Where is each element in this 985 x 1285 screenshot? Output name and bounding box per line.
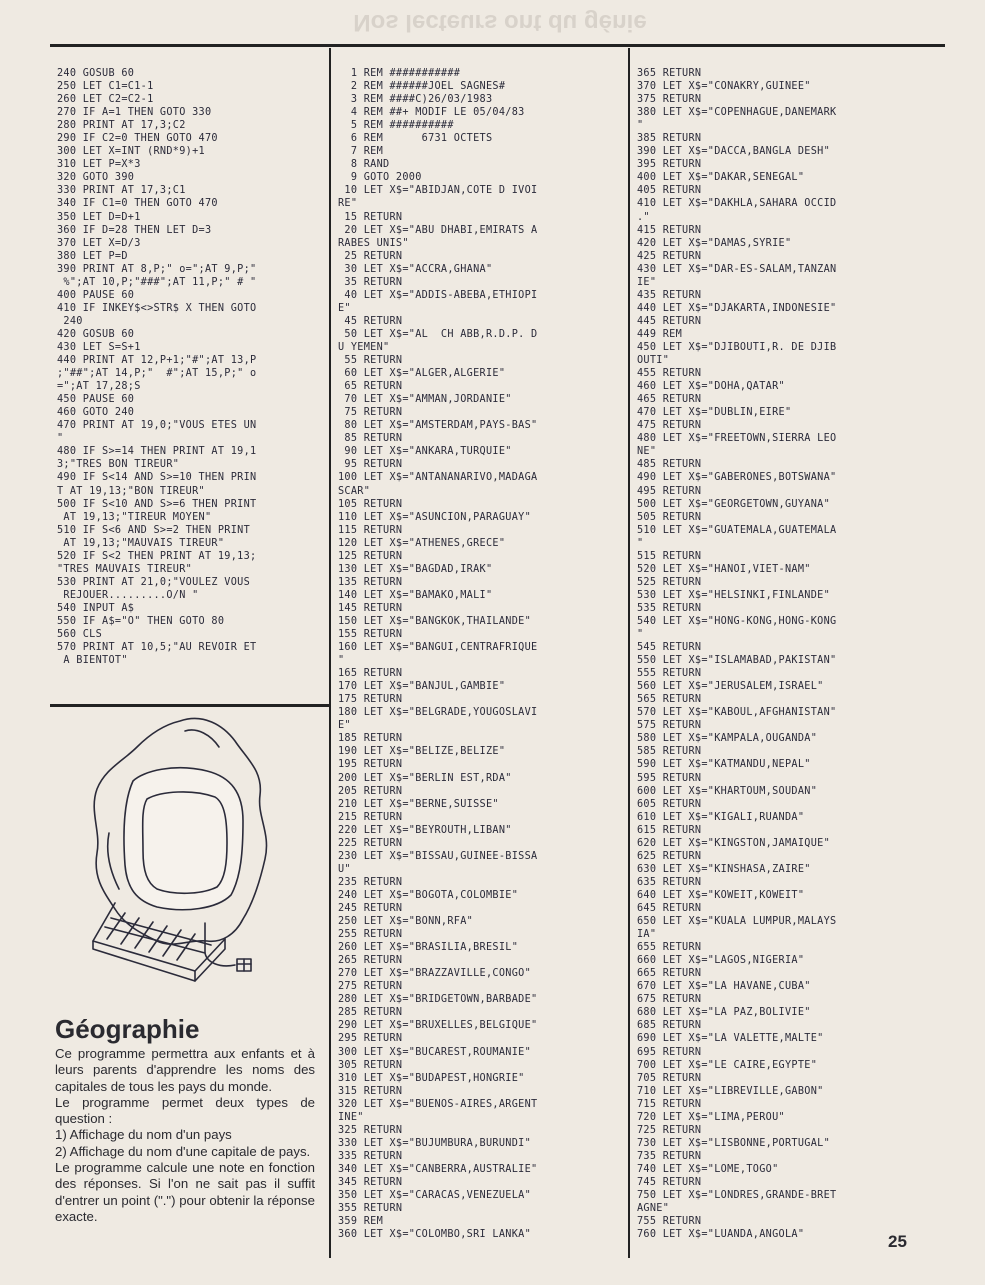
code-line: 330 PRINT AT 17,3;C1 xyxy=(57,185,186,197)
code-line: 515 RETURN xyxy=(637,550,702,562)
code-line: 195 RETURN xyxy=(338,759,403,771)
code-line: 520 LET X$="HANOI,VIET-NAM" xyxy=(637,563,811,575)
code-line: 575 RETURN xyxy=(637,720,702,732)
code-line: 460 GOTO 240 xyxy=(57,407,135,419)
code-line: 345 RETURN xyxy=(338,1176,403,1188)
code-line: " xyxy=(57,433,64,445)
code-line: 105 RETURN xyxy=(338,498,403,510)
listing-column-3 xyxy=(637,67,907,1241)
code-line: 585 RETURN xyxy=(637,746,702,758)
code-line: 275 RETURN xyxy=(338,981,403,993)
code-line: 100 LET X$="ANTANANARIVO,MADAGA xyxy=(338,472,538,484)
code-line: 2 REM ######JOEL SAGNES# xyxy=(338,81,506,93)
code-line: 670 LET X$="LA HAVANE,CUBA" xyxy=(637,981,811,993)
code-line: 450 LET X$="DJIBOUTI,R. DE DJIB xyxy=(637,341,837,353)
code-line: 615 RETURN xyxy=(637,824,702,836)
code-line: " xyxy=(338,655,345,667)
code-line: 410 IF INKEY$<>STR$ X THEN GOTO xyxy=(57,302,257,314)
listing-column-2 xyxy=(338,67,618,1241)
code-line: 430 LET S=S+1 xyxy=(57,341,141,353)
code-line: E" xyxy=(338,302,351,314)
code-line: ;"##";AT 14,P;" #";AT 15,P;" o xyxy=(57,368,257,380)
code-line: 745 RETURN xyxy=(637,1176,702,1188)
code-line: 335 RETURN xyxy=(338,1150,403,1162)
code-line: 280 LET X$="BRIDGETOWN,BARBADE" xyxy=(338,994,538,1006)
code-line: 325 RETURN xyxy=(338,1124,403,1136)
code-line: 7 REM xyxy=(338,146,384,158)
code-line: 65 RETURN xyxy=(338,381,403,393)
code-line: 170 LET X$="BANJUL,GAMBIE" xyxy=(338,681,506,693)
code-line: 660 LET X$="LAGOS,NIGERIA" xyxy=(637,955,805,967)
code-line: "TRES MAUVAIS TIREUR" xyxy=(57,563,193,575)
code-line: 360 IF D=28 THEN LET D=3 xyxy=(57,224,212,236)
code-line: 425 RETURN xyxy=(637,250,702,262)
listing-column-1 xyxy=(57,67,319,667)
code-line: =";AT 17,28;S xyxy=(57,381,141,393)
code-line: 135 RETURN xyxy=(338,576,403,588)
code-line: 1 REM ########### xyxy=(338,68,461,79)
code-line: 330 LET X$="BUJUMBURA,BURUNDI" xyxy=(338,1137,532,1149)
code-line: 340 LET X$="CANBERRA,AUSTRALIE" xyxy=(338,1163,538,1175)
article-paragraph: Ce programme permettra aux enfants et à leurs parents d'apprendre les noms des capitales de tous les pays du monde. xyxy=(55,1046,315,1094)
code-line: 45 RETURN xyxy=(338,315,403,327)
code-line: RABES UNIS" xyxy=(338,237,409,249)
code-line: 700 LET X$="LE CAIRE,EGYPTE" xyxy=(637,1059,818,1071)
code-line: 675 RETURN xyxy=(637,994,702,1006)
code-line: 440 LET X$="DJAKARTA,INDONESIE" xyxy=(637,302,837,314)
code-line: 300 LET X=INT (RND*9)+1 xyxy=(57,146,205,158)
code-line: E" xyxy=(338,720,351,732)
code-line: IA" xyxy=(637,929,657,941)
code-line: 610 LET X$="KIGALI,RUANDA" xyxy=(637,811,805,823)
code-line: 555 RETURN xyxy=(637,668,702,680)
top-rule xyxy=(50,44,945,47)
code-line: 115 RETURN xyxy=(338,524,403,536)
code-line: 560 CLS xyxy=(57,629,103,641)
code-line: 9 GOTO 2000 xyxy=(338,172,422,184)
code-line: 550 IF A$="O" THEN GOTO 80 xyxy=(57,615,225,627)
code-line: 285 RETURN xyxy=(338,1007,403,1019)
code-line: 740 LET X$="LOME,TOGO" xyxy=(637,1163,779,1175)
code-line: 380 LET X$="COPENHAGUE,DANEMARK xyxy=(637,107,837,119)
code-line: AGNE" xyxy=(637,1203,670,1215)
code-line: 665 RETURN xyxy=(637,968,702,980)
code-line: 630 LET X$="KINSHASA,ZAIRE" xyxy=(637,863,811,875)
code-line: 545 RETURN xyxy=(637,642,702,654)
code-line: 460 LET X$="DOHA,QATAR" xyxy=(637,381,785,393)
code-line: 400 PAUSE 60 xyxy=(57,289,135,301)
code-line: 30 LET X$="ACCRA,GHANA" xyxy=(338,263,493,275)
code-line: 210 LET X$="BERNE,SUISSE" xyxy=(338,798,499,810)
code-line: 565 RETURN xyxy=(637,694,702,706)
code-line: 215 RETURN xyxy=(338,811,403,823)
code-line: 525 RETURN xyxy=(637,576,702,588)
computer-illustration xyxy=(85,713,285,988)
article-body xyxy=(55,1046,315,1225)
code-line: 655 RETURN xyxy=(637,942,702,954)
code-line: U" xyxy=(338,863,351,875)
code-line: 5 REM ########## xyxy=(338,120,454,132)
code-line: 720 LET X$="LIMA,PEROU" xyxy=(637,1111,785,1123)
code-line: 350 LET X$="CARACAS,VENEZUELA" xyxy=(338,1190,532,1202)
page-header-ghost: Nos lecteurs ont du génie xyxy=(353,9,647,36)
code-line: 580 LET X$="KAMPALA,OUGANDA" xyxy=(637,733,818,745)
code-line: 470 LET X$="DUBLIN,EIRE" xyxy=(637,407,792,419)
code-line: 350 LET D=D+1 xyxy=(57,211,141,223)
code-line: 550 LET X$="ISLAMABAD,PAKISTAN" xyxy=(637,655,837,667)
code-line: 260 LET X$="BRASILIA,BRESIL" xyxy=(338,942,519,954)
code-line: 735 RETURN xyxy=(637,1150,702,1162)
code-line: SCAR" xyxy=(338,485,371,497)
code-line: 295 RETURN xyxy=(338,1033,403,1045)
code-line: 370 LET X=D/3 xyxy=(57,237,141,249)
code-line: 270 IF A=1 THEN GOTO 330 xyxy=(57,107,212,119)
code-line: 520 IF S<2 THEN PRINT AT 19,13; xyxy=(57,550,257,562)
code-line: 440 PRINT AT 12,P+1;"#";AT 13,P xyxy=(57,355,257,367)
code-line: 540 LET X$="HONG-KONG,HONG-KONG xyxy=(637,615,837,627)
code-line: 359 REM xyxy=(338,1216,384,1228)
code-line: 225 RETURN xyxy=(338,837,403,849)
code-line: 480 IF S>=14 THEN PRINT AT 19,1 xyxy=(57,446,257,458)
code-line: 360 LET X$="COLOMBO,SRI LANKA" xyxy=(338,1229,532,1241)
code-line: 70 LET X$="AMMAN,JORDANIE" xyxy=(338,394,512,406)
code-line: 405 RETURN xyxy=(637,185,702,197)
code-line: 245 RETURN xyxy=(338,903,403,914)
code-line: 150 LET X$="BANGKOK,THAILANDE" xyxy=(338,615,532,627)
code-line: 465 RETURN xyxy=(637,394,702,406)
article-paragraph: Le programme calcule une note en fonction des réponses. Si l'on ne sait pas il suffit d'entrer un point (".") pour obtenir la réponse exacte. xyxy=(55,1160,315,1224)
code-line: " xyxy=(637,629,644,641)
code-line: 340 IF C1=0 THEN GOTO 470 xyxy=(57,198,218,210)
code-line: 6 REM 6731 OCTETS xyxy=(338,133,493,145)
code-line: 15 RETURN xyxy=(338,211,403,223)
code-line: 730 LET X$="LISBONNE,PORTUGAL" xyxy=(637,1137,831,1149)
code-line: 145 RETURN xyxy=(338,602,403,614)
code-line: 635 RETURN xyxy=(637,876,702,888)
code-line: 185 RETURN xyxy=(338,733,403,745)
code-line: 650 LET X$="KUALA LUMPUR,MALAYS xyxy=(637,916,837,928)
code-line: 455 RETURN xyxy=(637,368,702,380)
code-line: 90 LET X$="ANKARA,TURQUIE" xyxy=(338,446,512,458)
code-line: 220 LET X$="BEYROUTH,LIBAN" xyxy=(338,824,512,836)
code-line: 540 INPUT A$ xyxy=(57,602,135,614)
code-line: 270 LET X$="BRAZZAVILLE,CONGO" xyxy=(338,968,532,980)
column-divider-left xyxy=(329,48,331,1258)
code-line: 530 PRINT AT 21,0;"VOULEZ VOUS xyxy=(57,576,251,588)
code-line: IE" xyxy=(637,276,657,288)
code-line: 300 LET X$="BUCAREST,ROUMANIE" xyxy=(338,1046,532,1058)
code-line: 80 LET X$="AMSTERDAM,PAYS-BAS" xyxy=(338,420,538,432)
code-line: 415 RETURN xyxy=(637,224,702,236)
code-line: 595 RETURN xyxy=(637,772,702,784)
code-line: 640 LET X$="KOWEIT,KOWEIT" xyxy=(637,889,805,901)
code-line: 40 LET X$="ADDIS-ABEBA,ETHIOPI xyxy=(338,289,538,301)
code-line: 485 RETURN xyxy=(637,459,702,471)
code-line: 3;"TRES BON TIREUR" xyxy=(57,459,180,471)
code-line: 280 PRINT AT 17,3;C2 xyxy=(57,120,186,132)
code-line: 200 LET X$="BERLIN EST,RDA" xyxy=(338,772,512,784)
article-list-item: 1) Affichage du nom d'un pays xyxy=(55,1127,232,1143)
code-line: 480 LET X$="FREETOWN,SIERRA LEO xyxy=(637,433,837,445)
code-line: 120 LET X$="ATHENES,GRECE" xyxy=(338,537,506,549)
code-line: NE" xyxy=(637,446,657,458)
code-line: REJOUER.........O/N " xyxy=(57,589,199,601)
code-line: 500 IF S<10 AND S>=6 THEN PRINT xyxy=(57,498,257,510)
code-line: 320 LET X$="BUENOS-AIRES,ARGENT xyxy=(338,1098,538,1110)
code-line: 290 LET X$="BRUXELLES,BELGIQUE" xyxy=(338,1020,538,1032)
code-line: 685 RETURN xyxy=(637,1020,702,1032)
code-line: 510 LET X$="GUATEMALA,GUATEMALA xyxy=(637,524,837,536)
code-line: 240 GOSUB 60 xyxy=(57,68,135,79)
code-line: 760 LET X$="LUANDA,ANGOLA" xyxy=(637,1229,805,1241)
code-line: 250 LET X$="BONN,RFA" xyxy=(338,916,474,928)
code-line: 240 xyxy=(57,315,83,327)
code-line: " xyxy=(637,120,644,132)
article-title: Géographie xyxy=(55,1014,200,1044)
code-line: 475 RETURN xyxy=(637,420,702,432)
code-line: T AT 19,13;"BON TIREUR" xyxy=(57,485,205,497)
code-line: 230 LET X$="BISSAU,GUINEE-BISSA xyxy=(338,850,538,862)
code-line: 449 REM xyxy=(637,328,683,340)
code-line: 570 LET X$="KABOUL,AFGHANISTAN" xyxy=(637,707,837,719)
code-line: 450 PAUSE 60 xyxy=(57,394,135,406)
code-line: 600 LET X$="KHARTOUM,SOUDAN" xyxy=(637,785,818,797)
code-line: 750 LET X$="LONDRES,GRANDE-BRET xyxy=(637,1190,837,1202)
code-line: 75 RETURN xyxy=(338,407,403,419)
column-divider-right xyxy=(628,48,630,1258)
code-line: 310 LET X$="BUDAPEST,HONGRIE" xyxy=(338,1072,525,1084)
code-line: 260 LET C2=C2-1 xyxy=(57,94,154,106)
code-line: 10 LET X$="ABIDJAN,COTE D IVOI xyxy=(338,185,538,197)
code-line: 695 RETURN xyxy=(637,1046,702,1058)
code-line: 390 LET X$="DACCA,BANGLA DESH" xyxy=(637,146,831,158)
code-line: 125 RETURN xyxy=(338,550,403,562)
code-line: 710 LET X$="LIBREVILLE,GABON" xyxy=(637,1085,824,1097)
code-line: 60 LET X$="ALGER,ALGERIE" xyxy=(338,368,506,380)
code-line: 470 PRINT AT 19,0;"VOUS ETES UN xyxy=(57,420,257,432)
code-line: 205 RETURN xyxy=(338,785,403,797)
code-line: 490 IF S<14 AND S>=10 THEN PRIN xyxy=(57,472,257,484)
code-line: 160 LET X$="BANGUI,CENTRAFRIQUE xyxy=(338,642,538,654)
code-line: OUTI" xyxy=(637,355,670,367)
code-line: 645 RETURN xyxy=(637,903,702,914)
code-line: 445 RETURN xyxy=(637,315,702,327)
code-line: 110 LET X$="ASUNCION,PARAGUAY" xyxy=(338,511,532,523)
code-line: 25 RETURN xyxy=(338,250,403,262)
code-line: 715 RETURN xyxy=(637,1098,702,1110)
code-line: %";AT 10,P;"###";AT 11,P;" # " xyxy=(57,276,257,288)
code-line: 175 RETURN xyxy=(338,694,403,706)
code-line: 140 LET X$="BAMAKO,MALI" xyxy=(338,589,493,601)
code-line: 290 IF C2=0 THEN GOTO 470 xyxy=(57,133,218,145)
code-line: 255 RETURN xyxy=(338,929,403,941)
code-line: 35 RETURN xyxy=(338,276,403,288)
code-line: 705 RETURN xyxy=(637,1072,702,1084)
code-line: 20 LET X$="ABU DHABI,EMIRATS A xyxy=(338,224,538,236)
code-line: 505 RETURN xyxy=(637,511,702,523)
code-line: 590 LET X$="KATMANDU,NEPAL" xyxy=(637,759,811,771)
code-line: 365 RETURN xyxy=(637,68,702,79)
code-line: 385 RETURN xyxy=(637,133,702,145)
code-line: 395 RETURN xyxy=(637,159,702,171)
code-line: 500 LET X$="GEORGETOWN,GUYANA" xyxy=(637,498,831,510)
code-line: 510 IF S<6 AND S>=2 THEN PRINT xyxy=(57,524,251,536)
code-line: 355 RETURN xyxy=(338,1203,403,1215)
code-line: AT 19,13;"MAUVAIS TIREUR" xyxy=(57,537,225,549)
code-line: 755 RETURN xyxy=(637,1216,702,1228)
code-line: 495 RETURN xyxy=(637,485,702,497)
code-line: 265 RETURN xyxy=(338,955,403,967)
code-line: 3 REM ####C)26/03/1983 xyxy=(338,94,493,106)
code-line: 130 LET X$="BAGDAD,IRAK" xyxy=(338,563,493,575)
code-line: 410 LET X$="DAKHLA,SAHARA OCCID xyxy=(637,198,837,210)
code-line: 690 LET X$="LA VALETTE,MALTE" xyxy=(637,1033,824,1045)
code-line: 420 LET X$="DAMAS,SYRIE" xyxy=(637,237,792,249)
code-line: 530 LET X$="HELSINKI,FINLANDE" xyxy=(637,589,831,601)
code-line: 725 RETURN xyxy=(637,1124,702,1136)
code-line: 490 LET X$="GABERONES,BOTSWANA" xyxy=(637,472,837,484)
code-line: AT 19,13;"TIREUR MOYEN" xyxy=(57,511,212,523)
code-line: 55 RETURN xyxy=(338,355,403,367)
code-line: 165 RETURN xyxy=(338,668,403,680)
code-line: 430 LET X$="DAR-ES-SALAM,TANZAN xyxy=(637,263,837,275)
code-line: 85 RETURN xyxy=(338,433,403,445)
code-line: 400 LET X$="DAKAR,SENEGAL" xyxy=(637,172,805,184)
page-number: 25 xyxy=(888,1232,907,1251)
code-line: 240 LET X$="BOGOTA,COLOMBIE" xyxy=(338,889,519,901)
code-line: 305 RETURN xyxy=(338,1059,403,1071)
code-line: 390 PRINT AT 8,P;" o=";AT 9,P;" xyxy=(57,263,257,275)
code-line: 235 RETURN xyxy=(338,876,403,888)
code-line: 620 LET X$="KINGSTON,JAMAIQUE" xyxy=(637,837,831,849)
code-line: 8 RAND xyxy=(338,159,390,171)
code-line: 320 GOTO 390 xyxy=(57,172,135,184)
section-rule xyxy=(50,704,329,707)
code-line: A BIENTOT" xyxy=(57,655,128,667)
code-line: 680 LET X$="LA PAZ,BOLIVIE" xyxy=(637,1007,811,1019)
code-line: 190 LET X$="BELIZE,BELIZE" xyxy=(338,746,506,758)
code-line: ." xyxy=(637,211,650,223)
code-line: " xyxy=(637,537,644,549)
code-line: 4 REM ##+ MODIF LE 05/04/83 xyxy=(338,107,525,119)
code-line: 310 LET P=X*3 xyxy=(57,159,141,171)
code-line: 420 GOSUB 60 xyxy=(57,328,135,340)
code-line: U YEMEN" xyxy=(338,341,390,353)
code-line: 605 RETURN xyxy=(637,798,702,810)
code-line: 155 RETURN xyxy=(338,629,403,641)
code-line: 570 PRINT AT 10,5;"AU REVOIR ET xyxy=(57,642,257,654)
code-line: 560 LET X$="JERUSALEM,ISRAEL" xyxy=(637,681,824,693)
code-line: 375 RETURN xyxy=(637,94,702,106)
article-paragraph: Le programme permet deux types de question : xyxy=(55,1094,315,1127)
code-line: 315 RETURN xyxy=(338,1085,403,1097)
code-line: 95 RETURN xyxy=(338,459,403,471)
code-line: 50 LET X$="AL CH ABB,R.D.P. D xyxy=(338,328,538,340)
code-line: 180 LET X$="BELGRADE,YOUGOSLAVI xyxy=(338,707,538,719)
code-line: RE" xyxy=(338,198,358,210)
code-line: 370 LET X$="CONAKRY,GUINEE" xyxy=(637,81,811,93)
code-line: 435 RETURN xyxy=(637,289,702,301)
article-list-item: 2) Affichage du nom d'une capitale de pays. xyxy=(55,1143,311,1159)
code-line: 535 RETURN xyxy=(637,602,702,614)
code-line: 380 LET P=D xyxy=(57,250,128,262)
code-line: 250 LET C1=C1-1 xyxy=(57,81,154,93)
code-line: 625 RETURN xyxy=(637,850,702,862)
code-line: INE" xyxy=(338,1111,364,1123)
